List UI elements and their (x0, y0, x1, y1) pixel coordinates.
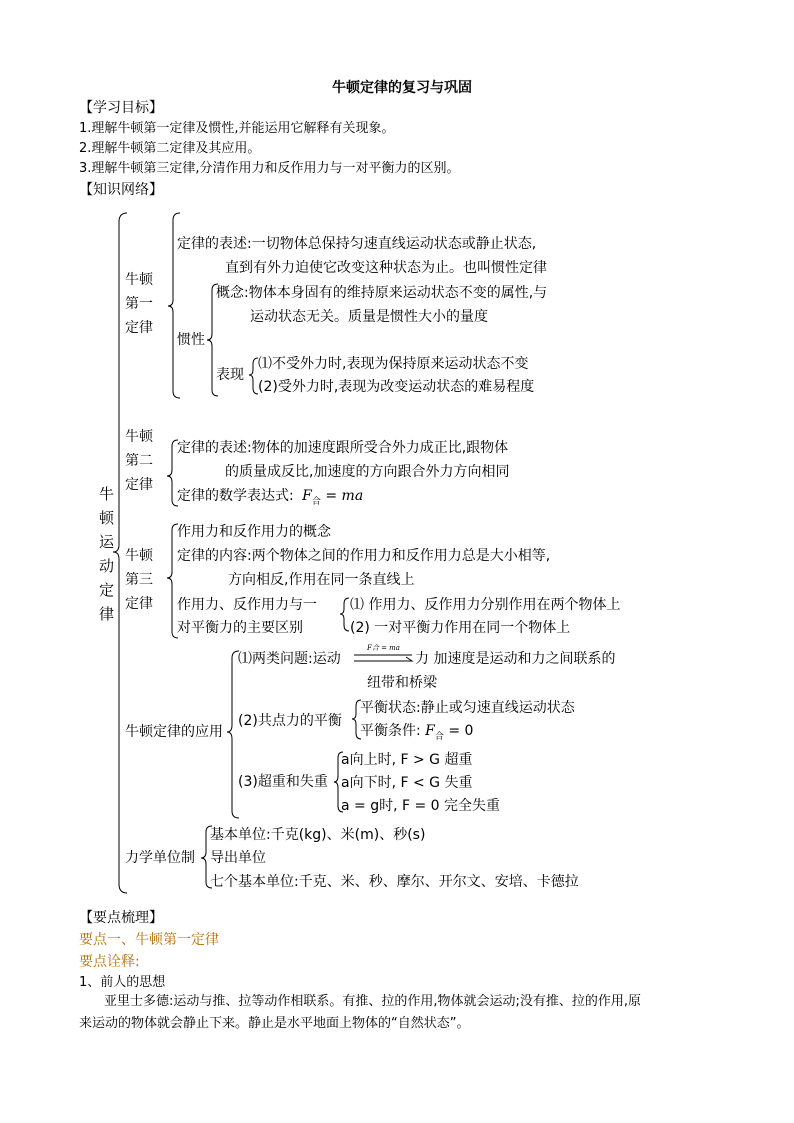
first-law-statement-1: 定律的表述:一切物体总保持匀速直线运动状态或静止状态, (177, 236, 537, 252)
balance-condition (360, 724, 473, 742)
root-char-2: 顿 (99, 509, 115, 527)
third-law-content-1: 定律的内容:两个物体之间的作用力和反作用力总是大小相等, (177, 548, 551, 564)
first-law-label-3: 定律 (125, 320, 153, 336)
balance-state: 平衡状态:静止或匀速直线运动状态 (360, 700, 575, 716)
third-law-diff-2: 对平衡力的主要区别 (177, 620, 303, 636)
third-law-diff-a: ⑴ 作用力、反作用力分别作用在两个物体上 (350, 597, 621, 613)
third-law-label-1: 牛顿 (125, 548, 153, 564)
units-seven: 七个基本单位:千克、米、秒、摩尔、开尔文、安培、卡德拉 (210, 874, 579, 890)
second-law-label-2: 第二 (125, 453, 153, 469)
objective-item-1: 1.理解牛顿第一定律及惯性,并能运用它解释有关现象。 (79, 121, 395, 136)
formula-F: F (302, 488, 312, 504)
objective-item-3: 3.理解牛顿第三定律,分清作用力和反作用力与一对平衡力的区别。 (79, 161, 460, 176)
third-law-concept: 作用力和反作用力的概念 (177, 524, 331, 540)
inertia-behavior-1: ⑴不受外力时,表现为保持原来运动状态不变 (258, 356, 529, 372)
inertia-concept-2: 运动状态无关。质量是惯性大小的量度 (250, 309, 488, 325)
root-char-4: 动 (99, 557, 115, 575)
second-law-formula (177, 489, 363, 507)
root-char-3: 运 (99, 533, 115, 551)
two-types-b: 力 加速度是运动和力之间联系的 (415, 651, 616, 667)
weight-label: (3)超重和失重 (238, 774, 328, 790)
explain-label: 要点诠释: (79, 954, 140, 970)
two-types-c: 纽带和桥梁 (367, 675, 437, 691)
second-law-label-1: 牛顿 (125, 429, 153, 445)
third-law-label-2: 第三 (125, 572, 153, 588)
third-law-label-3: 定律 (125, 596, 153, 612)
sub-heading-1: 1、前人的思想 (79, 975, 166, 990)
first-law-statement-2: 直到有外力迫使它改变这种状态为止。也叫惯性定律 (225, 260, 547, 276)
inertia-label: 惯性 (177, 332, 205, 348)
units-derived: 导出单位 (210, 850, 266, 866)
weight-item-2: a向下时, F < G 失重 (341, 775, 473, 791)
balance-label: (2)共点力的平衡 (238, 713, 342, 729)
balance-cond-label: 平衡条件: (360, 723, 421, 739)
root-char-1: 牛 (99, 485, 115, 503)
application-label: 牛顿定律的应用 (125, 724, 223, 740)
first-law-label-2: 第一 (125, 296, 153, 312)
inertia-behavior-label: 表现 (216, 367, 244, 383)
second-law-label-3: 定律 (125, 477, 153, 493)
formula-label: 定律的数学表达式: (177, 488, 294, 504)
two-types-a: ⑴两类问题:运动 (238, 651, 341, 667)
inertia-behavior-2: (2)受外力时,表现为改变运动状态的难易程度 (258, 379, 535, 395)
second-law-statement-1: 定律的表述:物体的加速度跟所受合外力成正比,跟物体 (177, 440, 509, 456)
third-law-diff-1: 作用力、反作用力与一 (177, 597, 317, 613)
inertia-concept-1: 概念:物体本身固有的维持原来运动状态不变的属性,与 (216, 285, 548, 301)
objectives-heading: 【学习目标】 (79, 100, 163, 116)
balance-cond-rhs: = 0 (448, 723, 474, 739)
third-law-diff-b: (2) 一对平衡力作用在同一个物体上 (350, 620, 571, 636)
weight-item-3: a = g时, F = 0 完全失重 (341, 798, 501, 814)
balance-cond-sub: 合 (434, 731, 444, 742)
third-law-content-2: 方向相反,作用在同一条直线上 (228, 572, 415, 588)
arrow-label: F合 = ma (367, 644, 400, 652)
page-title: 牛顿定律的复习与巩固 (332, 80, 472, 96)
paragraph-line-1: 亚里士多德:运动与推、拉等动作相联系。有推、拉的作用,物体就会运动;没有推、拉的作用,原 (104, 994, 642, 1009)
weight-item-1: a向上时, F > G 超重 (341, 752, 473, 768)
units-label: 力学单位制 (125, 850, 195, 866)
formula-sub: 合 (311, 496, 321, 507)
key-points-heading: 【要点梳理】 (79, 910, 163, 926)
formula-rhs: = ma (325, 488, 364, 504)
root-char-5: 定 (99, 581, 115, 599)
balance-cond-F: F (425, 723, 435, 739)
second-law-statement-2: 的质量成反比,加速度的方向跟合外力方向相同 (225, 464, 510, 480)
first-law-label-1: 牛顿 (125, 272, 153, 288)
section-title: 要点一、牛顿第一定律 (79, 932, 219, 948)
root-char-6: 律 (99, 605, 115, 623)
paragraph-line-2: 来运动的物体就会静止下来。静止是水平地面上物体的“自然状态”。 (79, 1016, 470, 1031)
units-basic: 基本单位:千克(kg)、米(m)、秒(s) (210, 827, 426, 843)
network-heading: 【知识网络】 (79, 182, 163, 198)
objective-item-2: 2.理解牛顿第二定律及其应用。 (79, 141, 261, 156)
